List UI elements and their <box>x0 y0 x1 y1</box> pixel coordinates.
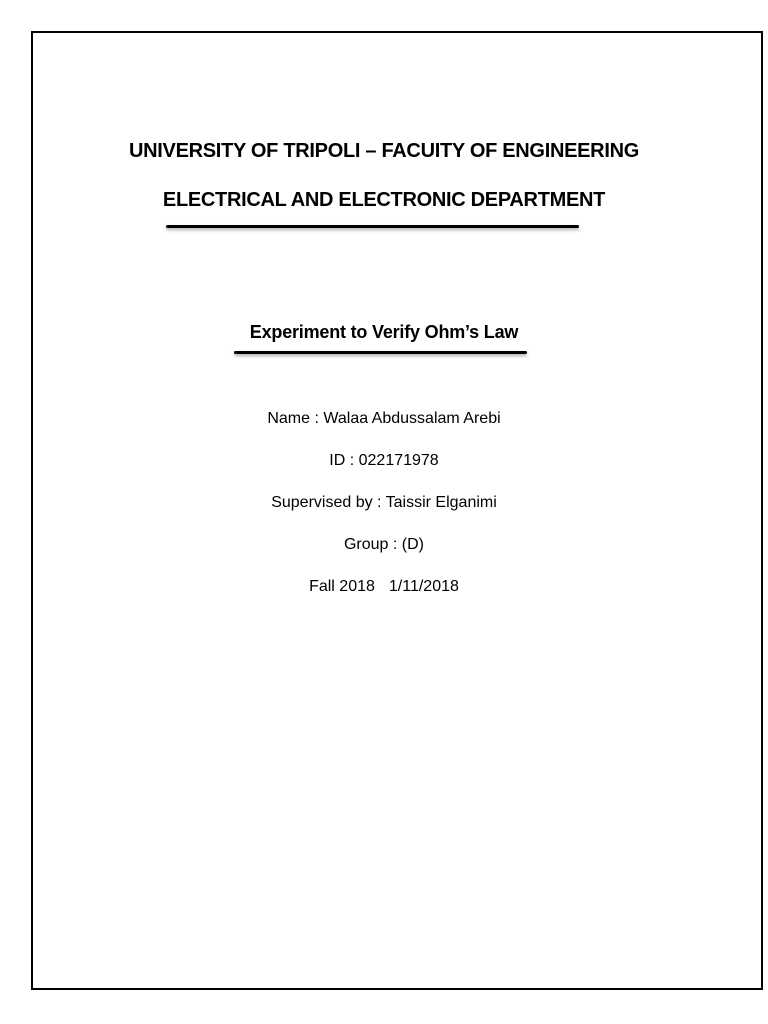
student-name: Name : Walaa Abdussalam Arebi <box>267 410 501 427</box>
supervisor: Supervised by : Taissir Elganimi <box>271 494 497 511</box>
experiment-title: Experiment to Verify Ohm’s Law <box>249 322 519 342</box>
title-underline <box>166 225 579 228</box>
student-id: ID : 022171978 <box>329 452 439 469</box>
department-title: ELECTRICAL AND ELECTRONIC DEPARTMENT <box>162 189 606 211</box>
date: 1/11/2018 <box>388 578 459 595</box>
group: Group : (D) <box>343 536 424 553</box>
university-title: UNIVERSITY OF TRIPOLI – FACUITY OF ENGINEERING <box>129 140 639 162</box>
experiment-underline <box>234 351 527 354</box>
term: Fall 2018 <box>309 578 375 595</box>
term-date-line <box>0 578 768 596</box>
